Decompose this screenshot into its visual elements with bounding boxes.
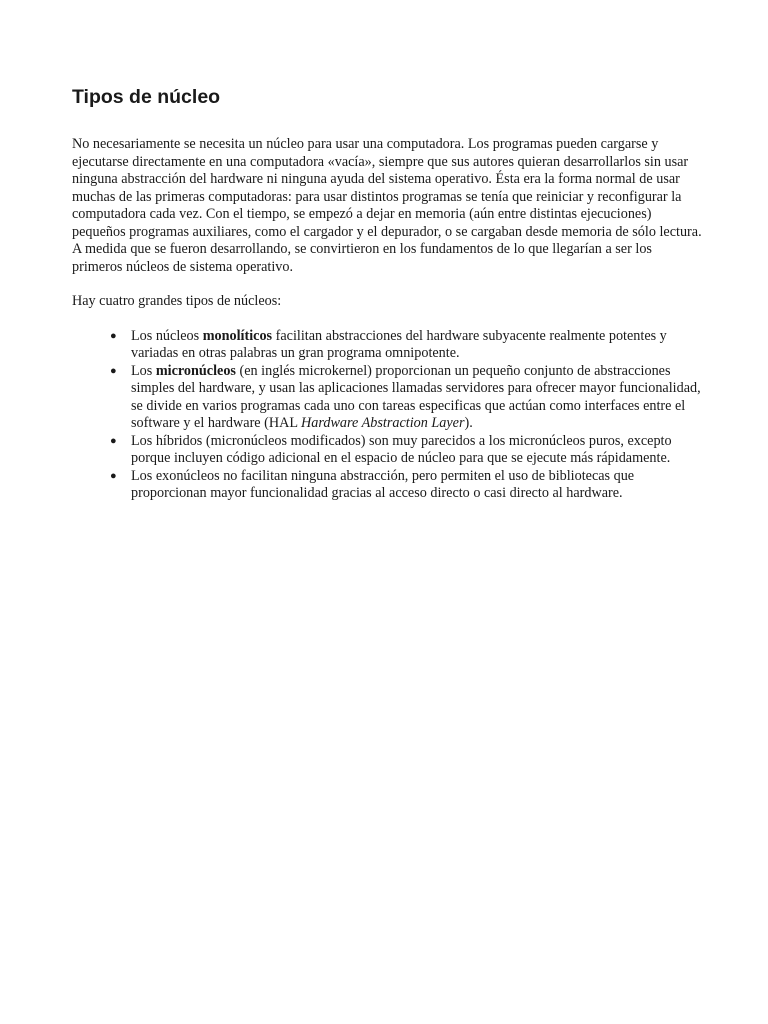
list-item-text: Los híbridos (micronúcleos modificados) son muy parecidos a los micronúcleos puros, excepto porque incluyen código adicional en el espacio de núcleo para que se ejecute más rápidamente.	[131, 432, 672, 466]
bullet-icon: ●	[110, 364, 117, 377]
intro-paragraph: No necesariamente se necesita un núcleo para usar una computadora. Los programas pueden cargarse y ejecutarse directamente en una computadora «vacía», siempre que sus autores quieran desarrollarlos sin usar ninguna abstracción del hardware ni ninguna ayuda del sistema operativo. Ésta era la forma normal de usar muchas de las primeras computadoras: para usar distintos programas se tenía que reiniciar y reconfigurar la computadora cada vez. Con el tiempo, se empezó a dejar en memoria (aún entre distintas ejecuciones) pequeños programas auxiliares, como el cargador y el depurador, o se cargaban desde memoria de sólo lectura. A medida que se fueron desarrollando, se convirtieron en los fundamentos de lo que llegarían a ser los primeros núcleos de sistema operativo.	[72, 136, 702, 275]
kernel-types-list	[72, 328, 702, 503]
list-item-text-post: (en inglés microkernel) proporcionan un pequeño conjunto de abstracciones simples del hardware, y usan las aplicaciones llamadas servidores para ofrecer mayor funcionalidad, se divide en varios programas cada uno con tareas especificas que actúan como interfaces entre el software y el hardware (HAL	[131, 362, 701, 431]
document-page	[72, 84, 702, 503]
list-item-italic-term: Hardware Abstraction Layer	[301, 415, 465, 431]
list-item-bold-term: micronúcleos	[155, 362, 236, 379]
list-item-text-pre: Los	[131, 362, 156, 379]
list-intro-paragraph: Hay cuatro grandes tipos de núcleos:	[72, 293, 282, 309]
bullet-icon: ●	[110, 469, 117, 482]
page-title: Tipos de núcleo	[72, 86, 221, 108]
list-item-text-pre: Los núcleos	[131, 327, 203, 344]
list-item-hybrid	[72, 433, 702, 468]
list-item-exokernel	[72, 468, 702, 503]
list-item-microkernel	[72, 363, 702, 433]
list-item-text: Los exonúcleos no facilitan ninguna abstracción, pero permiten el uso de bibliotecas que proporcionan mayor funcionalidad gracias al acceso directo o casi directo al hardware.	[131, 467, 635, 501]
list-item-text-end: ).	[464, 415, 473, 431]
list-item-bold-term: monolíticos	[202, 327, 273, 344]
bullet-icon: ●	[110, 434, 117, 447]
list-item-monolithic	[72, 328, 702, 363]
list-item-text-post: facilitan abstracciones del hardware subyacente realmente potentes y variadas en otras palabras un gran programa omnipotente.	[131, 327, 667, 361]
bullet-icon: ●	[110, 329, 117, 342]
